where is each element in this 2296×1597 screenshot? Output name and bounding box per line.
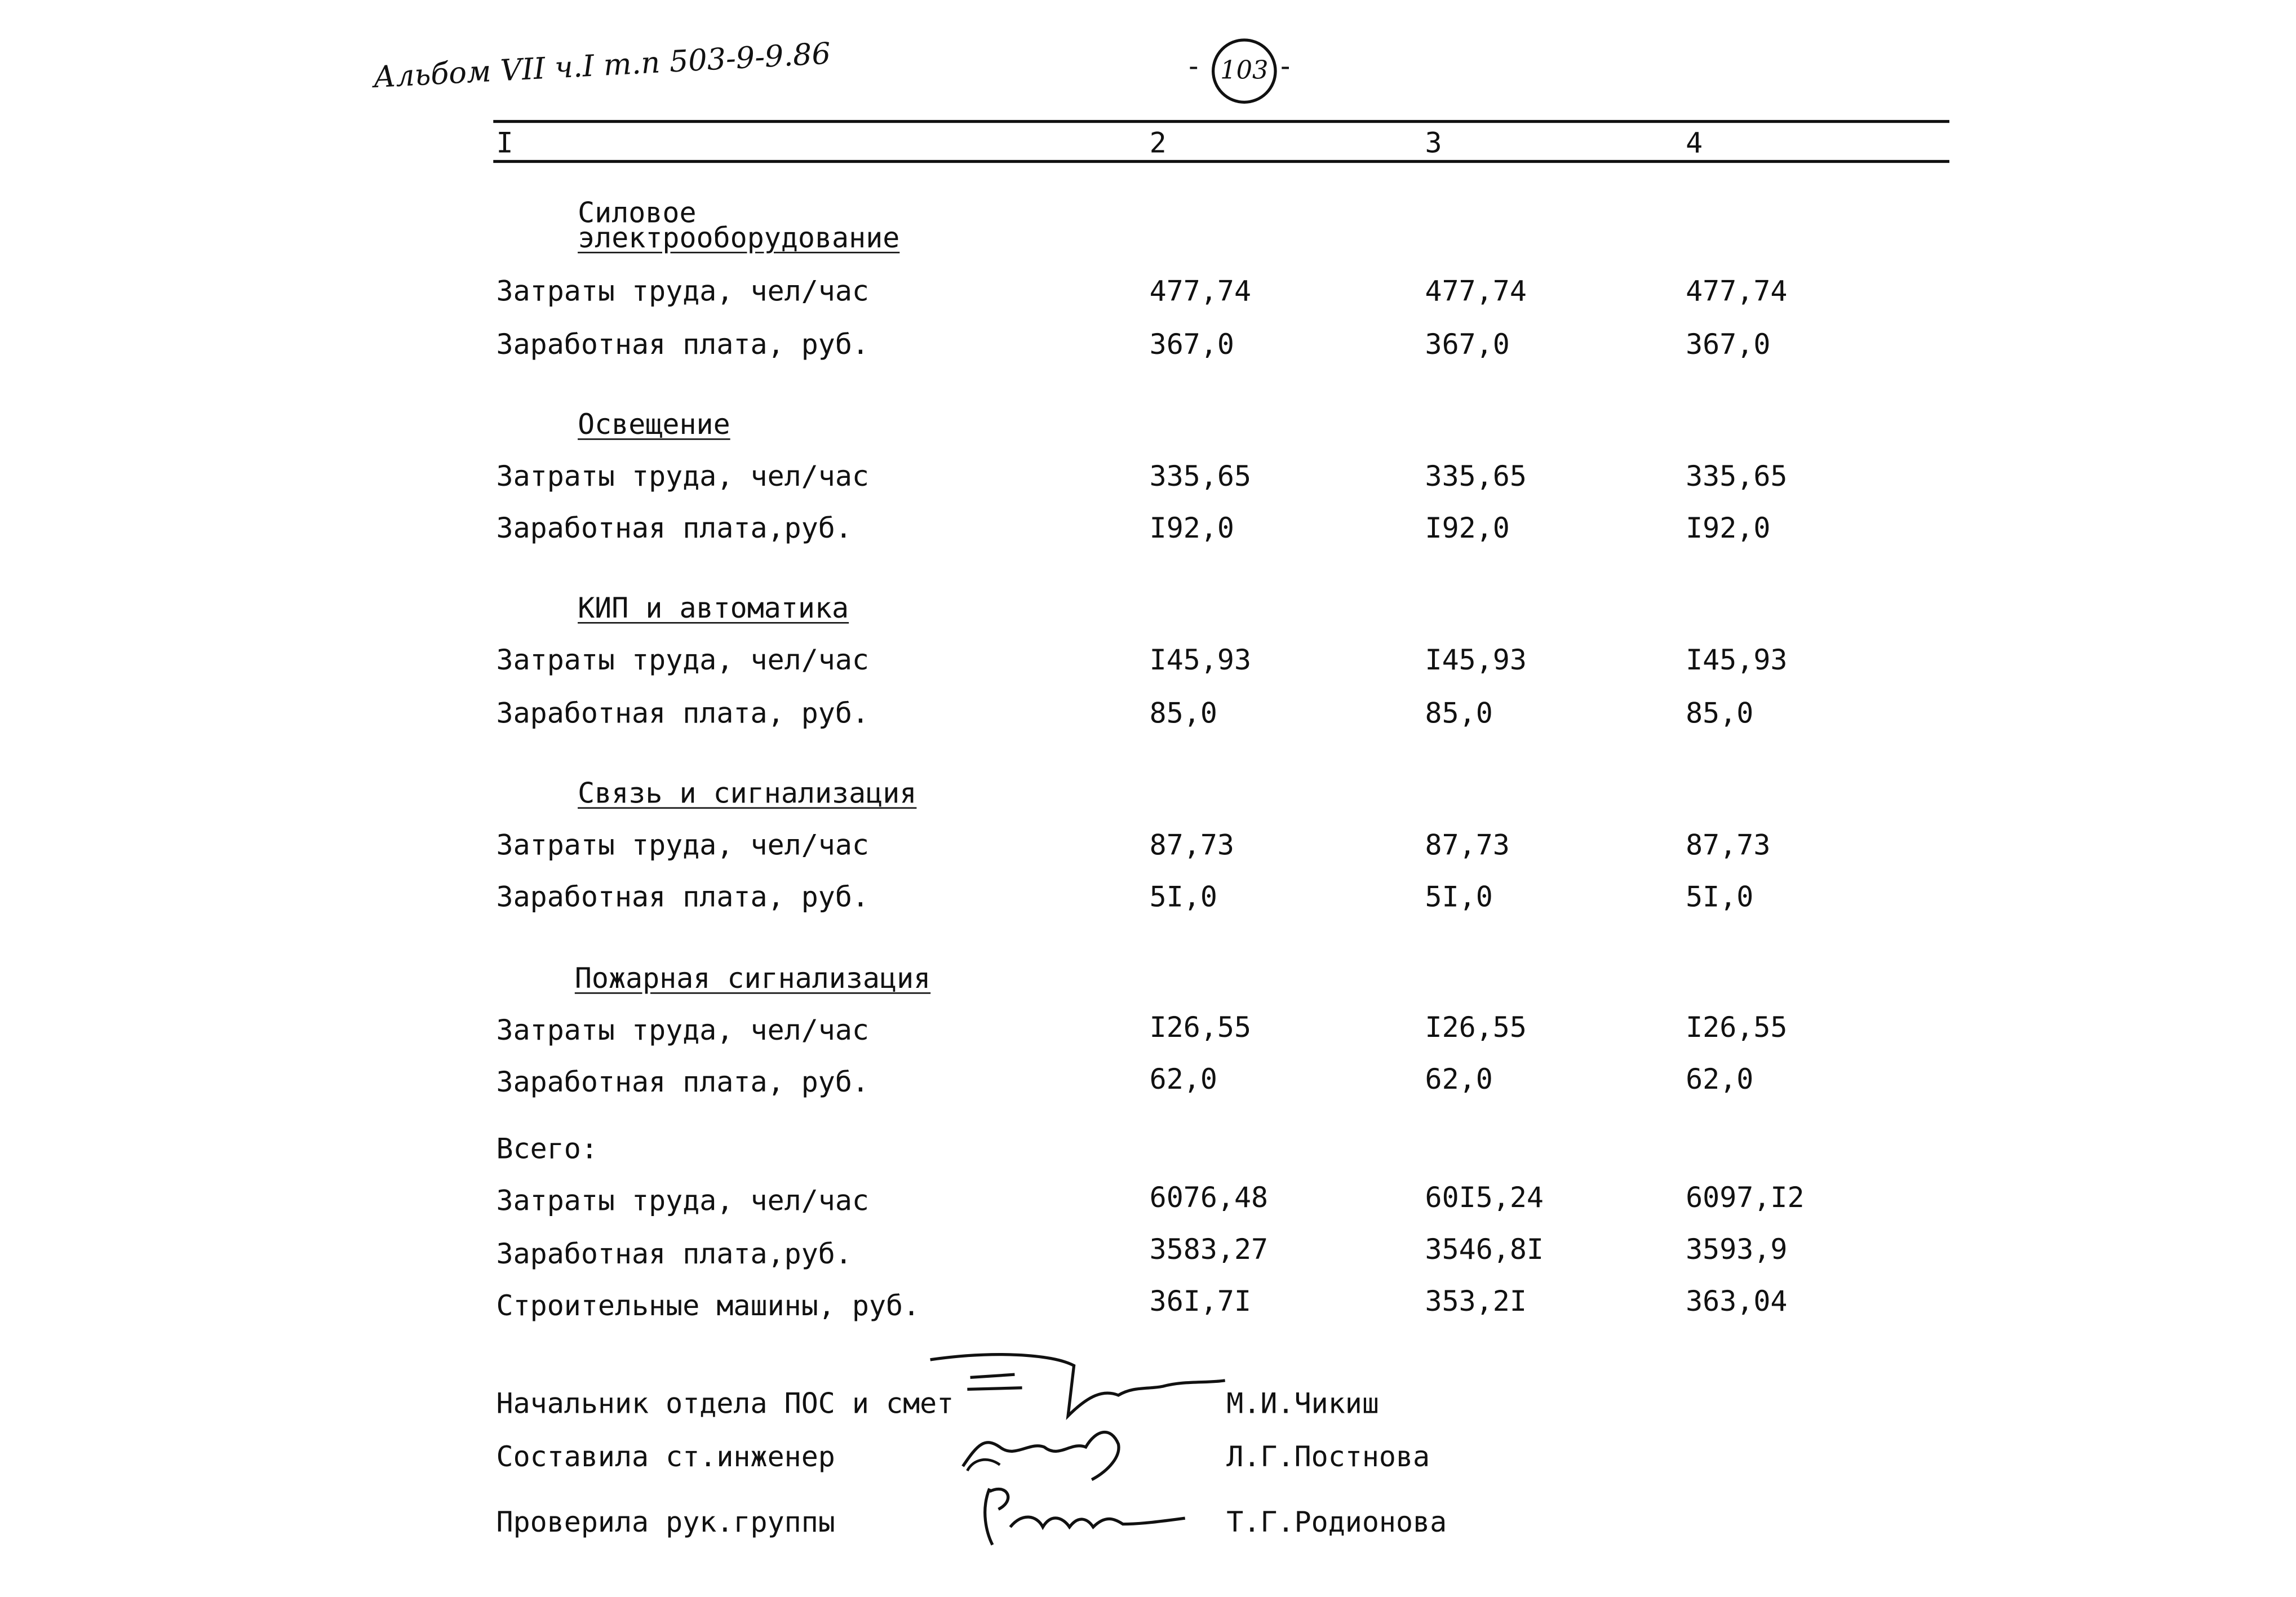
cell-value: 3593,9 (1686, 1234, 1788, 1267)
total-title: Всего: (496, 1133, 598, 1166)
cell-value: 335,65 (1149, 460, 1252, 494)
cell-value: I45,93 (1149, 644, 1252, 677)
table-top-rule (493, 120, 1949, 123)
cell-value: I45,93 (1686, 644, 1788, 677)
cell-value: 62,0 (1686, 1063, 1754, 1097)
section-title: КИП и автоматика (578, 592, 849, 626)
handwritten-signature-3 (978, 1474, 1193, 1555)
column-header-2: 2 (1149, 127, 1167, 160)
signature-name: Т.Г.Родионова (1226, 1506, 1447, 1539)
cell-value: I92,0 (1425, 512, 1510, 545)
cell-value: 477,74 (1149, 275, 1252, 308)
row-label: Затраты труда, чел/час (496, 644, 870, 677)
cell-value: 3583,27 (1149, 1234, 1269, 1267)
cell-value: 353,2I (1425, 1285, 1527, 1319)
cell-value: I92,0 (1149, 512, 1234, 545)
cell-value: 3546,8I (1425, 1234, 1544, 1267)
cell-value: 335,65 (1425, 460, 1527, 494)
cell-value: I92,0 (1686, 512, 1771, 545)
row-label: Заработная плата, руб. (496, 697, 870, 730)
cell-value: 367,0 (1149, 329, 1234, 362)
row-label: Заработная плата, руб. (496, 1066, 870, 1099)
column-header-4: 4 (1686, 127, 1703, 160)
cell-value: 5I,0 (1686, 881, 1754, 914)
cell-value: I45,93 (1425, 644, 1527, 677)
row-label: Заработная плата, руб. (496, 329, 870, 362)
row-label: Заработная плата,руб. (496, 1238, 852, 1271)
signature-name: Л.Г.Постнова (1226, 1441, 1430, 1474)
page-number-dash-left: - (1185, 50, 1202, 83)
cell-value: I26,55 (1149, 1012, 1252, 1045)
cell-value: 85,0 (1149, 697, 1217, 730)
row-label: Затраты труда, чел/час (496, 275, 870, 308)
cell-value: 5I,0 (1425, 881, 1493, 914)
cell-value: 85,0 (1425, 697, 1493, 730)
row-label: Затраты труда, чел/час (496, 1185, 870, 1218)
cell-value: 6076,48 (1149, 1182, 1269, 1215)
cell-value: 87,73 (1149, 829, 1234, 862)
row-label: Затраты труда, чел/час (496, 829, 870, 862)
cell-value: 6097,I2 (1686, 1182, 1805, 1215)
row-label: Затраты труда, чел/час (496, 460, 870, 494)
table-header-rule (493, 160, 1949, 163)
cell-value: I26,55 (1425, 1012, 1527, 1045)
cell-value: 85,0 (1686, 697, 1754, 730)
cell-value: 367,0 (1686, 329, 1771, 362)
cell-value: 87,73 (1425, 829, 1510, 862)
cell-value: 62,0 (1425, 1063, 1493, 1097)
section-title: Силовое (578, 197, 697, 230)
row-label: Заработная плата,руб. (496, 512, 852, 545)
cell-value: 60I5,24 (1425, 1182, 1544, 1215)
section-title: Пожарная сигнализация (574, 962, 931, 996)
section-title-line2: электрооборудование (578, 222, 900, 255)
row-label: Затраты труда, чел/час (496, 1014, 870, 1048)
page-number-dash-right: - (1276, 50, 1294, 83)
album-reference: Альбом VII ч.I т.п 503-9-9.86 (372, 35, 832, 95)
column-header-3: 3 (1425, 127, 1442, 160)
cell-value: 363,04 (1686, 1285, 1788, 1319)
cell-value: 87,73 (1686, 829, 1771, 862)
cell-value: I26,55 (1686, 1012, 1788, 1045)
page-number: 103 (1212, 38, 1277, 104)
section-title: Связь и сигнализация (578, 777, 917, 810)
cell-value: 36I,7I (1149, 1285, 1252, 1319)
signature-role: Начальник отдела ПОС и смет (496, 1387, 954, 1421)
signature-name: М.И.Чикиш (1226, 1387, 1379, 1421)
cell-value: 335,65 (1686, 460, 1788, 494)
section-title: Освещение (578, 409, 730, 442)
cell-value: 367,0 (1425, 329, 1510, 362)
cell-value: 477,74 (1425, 275, 1527, 308)
cell-value: 5I,0 (1149, 881, 1217, 914)
column-header-1: I (496, 127, 513, 160)
signature-role: Проверила рук.группы (496, 1506, 835, 1539)
cell-value: 62,0 (1149, 1063, 1217, 1097)
row-label: Строительные машины, руб. (496, 1290, 920, 1323)
cell-value: 477,74 (1686, 275, 1788, 308)
row-label: Заработная плата, руб. (496, 881, 870, 914)
signature-role: Составила ст.инженер (496, 1441, 835, 1474)
